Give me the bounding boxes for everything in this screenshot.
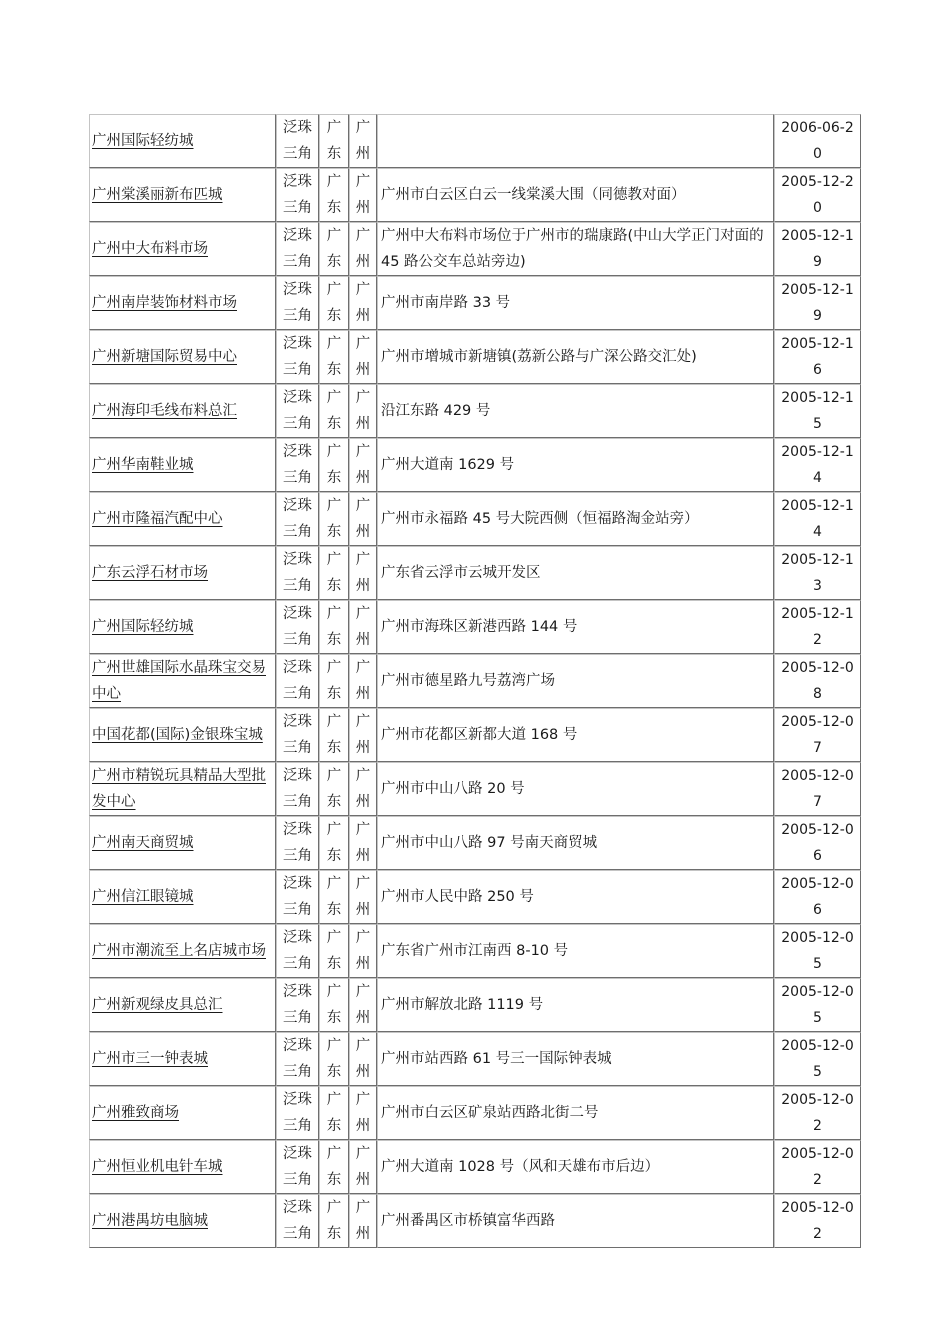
market-name-link[interactable]: 广州中大布料市场 <box>92 241 208 257</box>
address-cell: 广州市中山八路 97 号南天商贸城 <box>377 816 774 870</box>
market-name-link[interactable]: 广州市隆福汽配中心 <box>92 511 223 527</box>
province-cell: 广东 <box>319 546 349 600</box>
city-cell: 广州 <box>349 1086 377 1140</box>
date-cell: 2005-12-12 <box>774 600 861 654</box>
region-cell: 泛珠三角 <box>276 1086 319 1140</box>
date-cell: 2005-12-02 <box>774 1194 861 1248</box>
region-cell: 泛珠三角 <box>276 114 319 168</box>
date-cell: 2005-12-15 <box>774 384 861 438</box>
city-cell: 广州 <box>349 816 377 870</box>
table-row <box>89 114 861 168</box>
table-row <box>89 1032 861 1086</box>
address-cell: 广州市增城市新塘镇(荔新公路与广深公路交汇处) <box>377 330 774 384</box>
address-cell: 广州市德星路九号荔湾广场 <box>377 654 774 708</box>
province-cell: 广东 <box>319 924 349 978</box>
city-cell: 广州 <box>349 330 377 384</box>
region-cell: 泛珠三角 <box>276 762 319 816</box>
market-name-link[interactable]: 广州国际轻纺城 <box>92 619 194 635</box>
address-cell: 广州大道南 1629 号 <box>377 438 774 492</box>
market-name-link[interactable]: 广州南岸装饰材料市场 <box>92 295 237 311</box>
address-cell: 沿江东路 429 号 <box>377 384 774 438</box>
province-cell: 广东 <box>319 762 349 816</box>
market-name-cell <box>89 168 276 222</box>
table-row <box>89 708 861 762</box>
table-row <box>89 924 861 978</box>
region-cell: 泛珠三角 <box>276 924 319 978</box>
date-cell: 2005-12-06 <box>774 816 861 870</box>
address-cell: 广东省广州市江南西 8-10 号 <box>377 924 774 978</box>
market-name-link[interactable]: 广州恒业机电针车城 <box>92 1159 223 1175</box>
address-cell: 广州中大布料市场位于广州市的瑞康路(中山大学正门对面的 45 路公交车总站旁边) <box>377 222 774 276</box>
table-row <box>89 1086 861 1140</box>
province-cell: 广东 <box>319 1086 349 1140</box>
market-name-link[interactable]: 广州信江眼镜城 <box>92 889 194 905</box>
date-cell: 2005-12-19 <box>774 276 861 330</box>
region-cell: 泛珠三角 <box>276 168 319 222</box>
region-cell: 泛珠三角 <box>276 222 319 276</box>
province-cell: 广东 <box>319 276 349 330</box>
city-cell: 广州 <box>349 384 377 438</box>
market-name-cell <box>89 816 276 870</box>
table-row <box>89 762 861 816</box>
address-cell: 广东省云浮市云城开发区 <box>377 546 774 600</box>
market-name-link[interactable]: 广州雅致商场 <box>92 1105 179 1121</box>
address-cell: 广州市白云区白云一线棠溪大围（同德教对面） <box>377 168 774 222</box>
region-cell: 泛珠三角 <box>276 330 319 384</box>
province-cell: 广东 <box>319 654 349 708</box>
table-row <box>89 384 861 438</box>
city-cell: 广州 <box>349 708 377 762</box>
date-cell: 2005-12-07 <box>774 762 861 816</box>
market-name-link[interactable]: 广州棠溪丽新布匹城 <box>92 187 223 203</box>
province-cell: 广东 <box>319 438 349 492</box>
market-name-link[interactable]: 广州市三一钟表城 <box>92 1051 208 1067</box>
market-name-cell <box>89 492 276 546</box>
region-cell: 泛珠三角 <box>276 600 319 654</box>
address-cell: 广州市白云区矿泉站西路北街二号 <box>377 1086 774 1140</box>
market-name-cell <box>89 600 276 654</box>
table-row <box>89 1194 861 1248</box>
market-name-cell <box>89 1194 276 1248</box>
city-cell: 广州 <box>349 1194 377 1248</box>
market-name-cell <box>89 546 276 600</box>
address-cell: 广州市人民中路 250 号 <box>377 870 774 924</box>
date-cell: 2005-12-05 <box>774 924 861 978</box>
date-cell: 2005-12-07 <box>774 708 861 762</box>
city-cell: 广州 <box>349 600 377 654</box>
province-cell: 广东 <box>319 600 349 654</box>
city-cell: 广州 <box>349 546 377 600</box>
region-cell: 泛珠三角 <box>276 708 319 762</box>
region-cell: 泛珠三角 <box>276 654 319 708</box>
city-cell: 广州 <box>349 276 377 330</box>
table-row <box>89 168 861 222</box>
table-row <box>89 276 861 330</box>
market-name-cell <box>89 222 276 276</box>
province-cell: 广东 <box>319 708 349 762</box>
market-name-link[interactable]: 广东云浮石材市场 <box>92 565 208 581</box>
market-name-cell <box>89 978 276 1032</box>
city-cell: 广州 <box>349 978 377 1032</box>
market-name-link[interactable]: 广州华南鞋业城 <box>92 457 194 473</box>
address-cell: 广州市海珠区新港西路 144 号 <box>377 600 774 654</box>
market-name-cell <box>89 654 276 708</box>
city-cell: 广州 <box>349 222 377 276</box>
market-name-cell <box>89 114 276 168</box>
address-cell: 广州市永福路 45 号大院西侧（恒福路淘金站旁） <box>377 492 774 546</box>
date-cell: 2005-12-05 <box>774 978 861 1032</box>
table-row <box>89 546 861 600</box>
table-row <box>89 222 861 276</box>
table-row <box>89 600 861 654</box>
region-cell: 泛珠三角 <box>276 1140 319 1194</box>
market-name-cell <box>89 924 276 978</box>
region-cell: 泛珠三角 <box>276 1194 319 1248</box>
date-cell: 2005-12-02 <box>774 1086 861 1140</box>
table-row <box>89 870 861 924</box>
province-cell: 广东 <box>319 492 349 546</box>
market-name-link[interactable]: 广州南天商贸城 <box>92 835 194 851</box>
market-name-cell <box>89 708 276 762</box>
address-cell: 广州番禺区市桥镇富华西路 <box>377 1194 774 1248</box>
province-cell: 广东 <box>319 330 349 384</box>
table-row <box>89 492 861 546</box>
region-cell: 泛珠三角 <box>276 276 319 330</box>
market-name-link[interactable]: 广州港禺坊电脑城 <box>92 1213 208 1229</box>
city-cell: 广州 <box>349 654 377 708</box>
address-cell: 广州市南岸路 33 号 <box>377 276 774 330</box>
province-cell: 广东 <box>319 1194 349 1248</box>
city-cell: 广州 <box>349 1140 377 1194</box>
market-name-cell <box>89 276 276 330</box>
date-cell: 2005-12-02 <box>774 1140 861 1194</box>
market-name-cell <box>89 762 276 816</box>
region-cell: 泛珠三角 <box>276 546 319 600</box>
province-cell: 广东 <box>319 114 349 168</box>
region-cell: 泛珠三角 <box>276 816 319 870</box>
province-cell: 广东 <box>319 870 349 924</box>
table-row <box>89 978 861 1032</box>
date-cell: 2005-12-06 <box>774 870 861 924</box>
market-name-link[interactable]: 广州新观绿皮具总汇 <box>92 997 223 1013</box>
address-cell <box>377 114 774 168</box>
city-cell: 广州 <box>349 168 377 222</box>
city-cell: 广州 <box>349 1032 377 1086</box>
market-name-link[interactable]: 广州新塘国际贸易中心 <box>92 349 237 365</box>
table-row <box>89 654 861 708</box>
market-table <box>89 114 861 1248</box>
date-cell: 2006-06-20 <box>774 114 861 168</box>
market-name-link[interactable]: 广州市潮流至上名店城市场 <box>92 943 266 959</box>
date-cell: 2005-12-20 <box>774 168 861 222</box>
region-cell: 泛珠三角 <box>276 492 319 546</box>
date-cell: 2005-12-08 <box>774 654 861 708</box>
market-name-cell <box>89 870 276 924</box>
market-name-link[interactable]: 中国花都(国际)金银珠宝城 <box>92 727 263 743</box>
date-cell: 2005-12-16 <box>774 330 861 384</box>
city-cell: 广州 <box>349 114 377 168</box>
market-name-cell <box>89 1140 276 1194</box>
address-cell: 广州大道南 1028 号（风和天雄布市后边） <box>377 1140 774 1194</box>
date-cell: 2005-12-19 <box>774 222 861 276</box>
region-cell: 泛珠三角 <box>276 384 319 438</box>
market-table-body <box>89 114 861 1248</box>
province-cell: 广东 <box>319 816 349 870</box>
province-cell: 广东 <box>319 1032 349 1086</box>
market-name-link[interactable]: 广州海印毛线布料总汇 <box>92 403 237 419</box>
date-cell: 2005-12-14 <box>774 438 861 492</box>
address-cell: 广州市站西路 61 号三一国际钟表城 <box>377 1032 774 1086</box>
market-name-cell <box>89 438 276 492</box>
province-cell: 广东 <box>319 1140 349 1194</box>
region-cell: 泛珠三角 <box>276 438 319 492</box>
market-name-cell <box>89 384 276 438</box>
province-cell: 广东 <box>319 384 349 438</box>
date-cell: 2005-12-05 <box>774 1032 861 1086</box>
market-name-link[interactable]: 广州世雄国际水晶珠宝交易中心 <box>92 660 266 702</box>
city-cell: 广州 <box>349 924 377 978</box>
market-name-cell <box>89 330 276 384</box>
market-name-cell <box>89 1086 276 1140</box>
market-name-link[interactable]: 广州国际轻纺城 <box>92 133 194 149</box>
address-cell: 广州市中山八路 20 号 <box>377 762 774 816</box>
city-cell: 广州 <box>349 870 377 924</box>
province-cell: 广东 <box>319 978 349 1032</box>
market-name-cell <box>89 1032 276 1086</box>
table-row <box>89 330 861 384</box>
table-row <box>89 438 861 492</box>
province-cell: 广东 <box>319 168 349 222</box>
date-cell: 2005-12-14 <box>774 492 861 546</box>
table-row <box>89 816 861 870</box>
region-cell: 泛珠三角 <box>276 870 319 924</box>
market-list-sheet <box>89 114 861 1248</box>
region-cell: 泛珠三角 <box>276 978 319 1032</box>
date-cell: 2005-12-13 <box>774 546 861 600</box>
city-cell: 广州 <box>349 492 377 546</box>
market-name-link[interactable]: 广州市精锐玩具精品大型批发中心 <box>92 768 266 810</box>
table-row <box>89 1140 861 1194</box>
region-cell: 泛珠三角 <box>276 1032 319 1086</box>
city-cell: 广州 <box>349 762 377 816</box>
city-cell: 广州 <box>349 438 377 492</box>
province-cell: 广东 <box>319 222 349 276</box>
address-cell: 广州市解放北路 1119 号 <box>377 978 774 1032</box>
address-cell: 广州市花都区新都大道 168 号 <box>377 708 774 762</box>
